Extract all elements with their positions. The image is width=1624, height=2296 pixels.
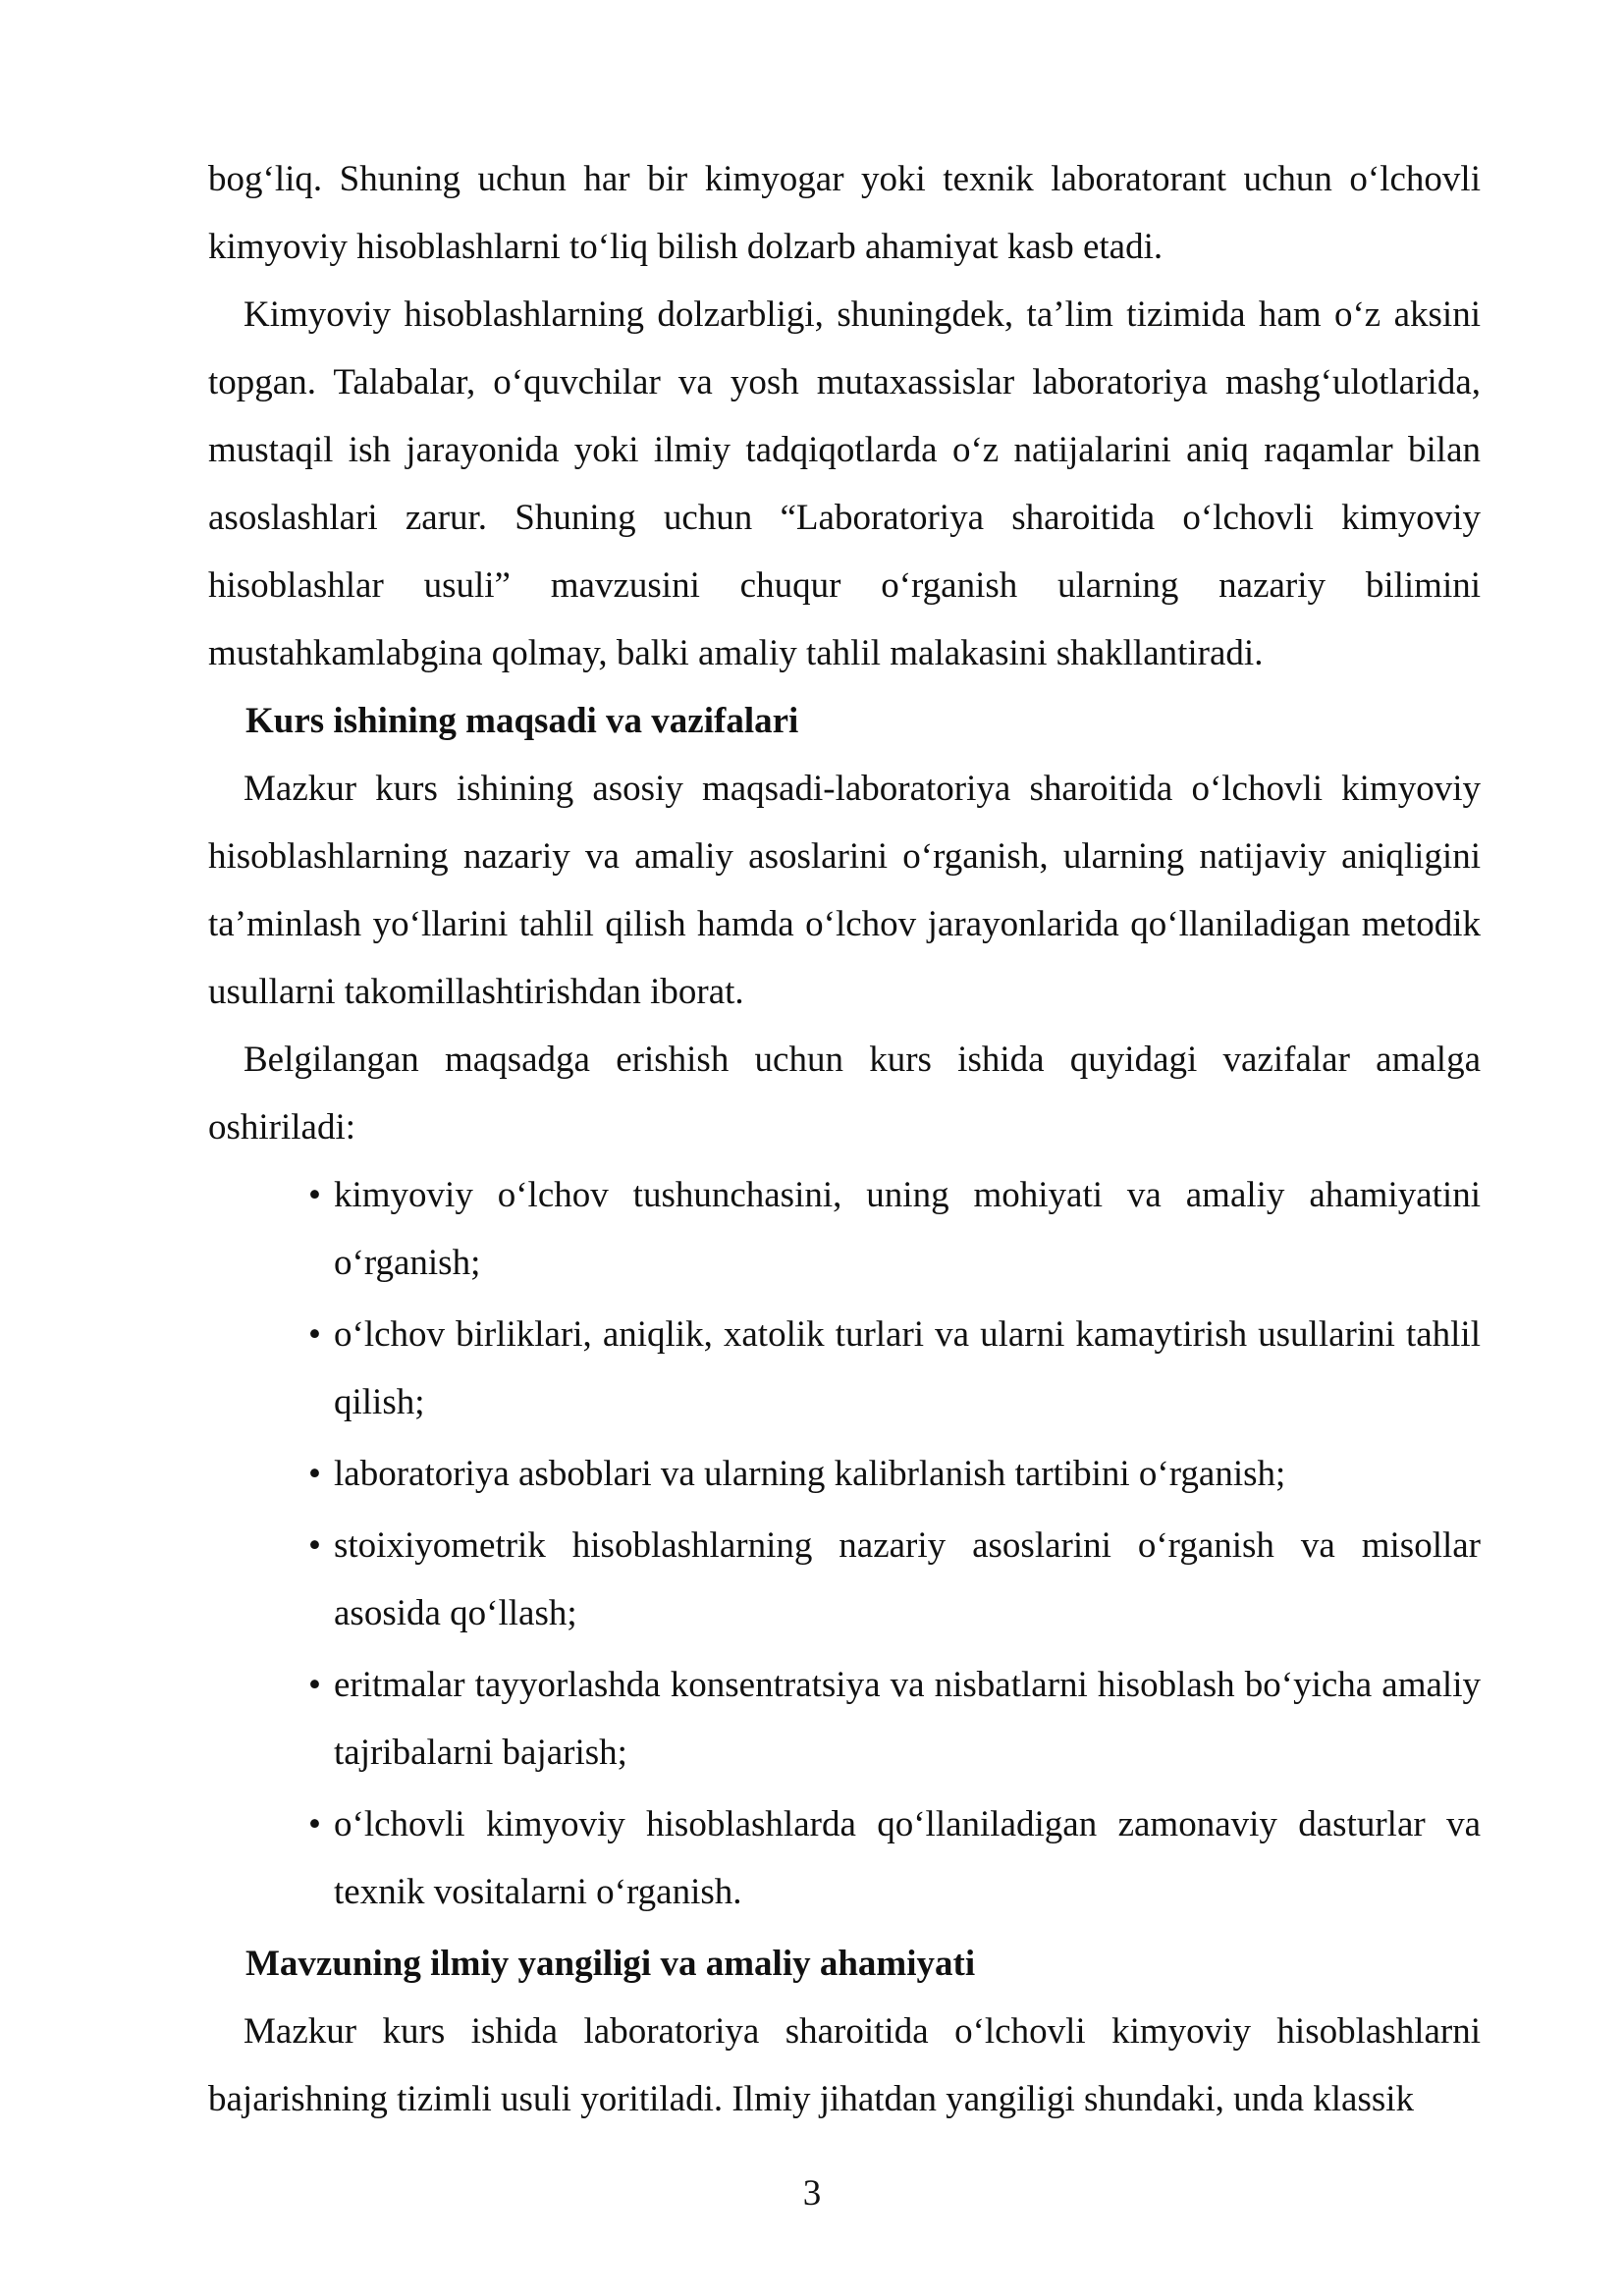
list-item-text: o‘lchov birliklari, aniqlik, xatolik turlari va ularni kamaytirish usullarini tahlil qilish; [334, 1314, 1481, 1422]
list-item [308, 1301, 1481, 1436]
bullet-icon: • [308, 1314, 321, 1355]
task-list [208, 1161, 1481, 1926]
list-item [308, 1790, 1481, 1926]
page-number: 3 [802, 2173, 822, 2214]
list-item [308, 1651, 1481, 1787]
list-item [308, 1512, 1481, 1647]
document-page [208, 145, 1481, 2133]
list-item-text: kimyoviy o‘lchov tushunchasini, uning mohiyati va amaliy ahamiyatini o‘rganish; [334, 1175, 1481, 1283]
section-heading-novelty: Mavzuning ilmiy yangiligi va amaliy ahamiyati [245, 1944, 976, 1984]
bullet-icon: • [308, 1804, 321, 1844]
list-item-text: laboratoriya asboblari va ularning kalibrlanish tartibini o‘rganish; [334, 1454, 1286, 1494]
bullet-icon: • [308, 1175, 321, 1215]
section-heading-goals: Kurs ishining maqsadi va vazifalari [245, 701, 799, 741]
list-item-text: o‘lchovli kimyoviy hisoblashlarda qo‘llaniladigan zamonaviy dasturlar va texnik vositalarni o‘rganish. [334, 1804, 1481, 1912]
bullet-icon: • [308, 1454, 321, 1494]
list-item-text: stoixiyometrik hisoblashlarning nazariy asoslarini o‘rganish va misollar asosida qo‘llash; [334, 1525, 1481, 1633]
bullet-icon: • [308, 1665, 321, 1705]
bullet-icon: • [308, 1525, 321, 1566]
paragraph-novelty: Mazkur kurs ishida laboratoriya sharoitida o‘lchovli kimyoviy hisoblashlarni bajarishning tizimli usuli yoritiladi. Ilmiy jihatdan yangiligi shundaki, unda klassik [208, 2011, 1481, 2119]
list-item-text: eritmalar tayyorlashda konsentratsiya va nisbatlarni hisoblash bo‘yicha amaliy tajribalarni bajarish; [334, 1665, 1481, 1773]
paragraph-relevance: Kimyoviy hisoblashlarning dolzarbligi, shuningdek, ta’lim tizimida ham o‘z aksini topgan. Talabalar, o‘quvchilar va yosh mutaxassislar laboratoriya mashg‘ulotlarida, mustaqil ish jarayonida yoki ilmiy tadqiqotlarda o‘z natijalarini aniq raqamlar bilan asoslashlari zarur. Shuning uchun “Laboratoriya sharoitida o‘lchovli kimyoviy hisoblashlar usuli” mavzusini chuqur o‘rganish ularning nazariy bilimini mustahkamlabgina qolmay, balki amaliy tahlil malakasini shakllantiradi. [208, 294, 1481, 673]
paragraph-goal: Mazkur kurs ishining asosiy maqsadi-laboratoriya sharoitida o‘lchovli kimyoviy hisoblashlarning nazariy va amaliy asoslarini o‘rganish, ularning natijaviy aniqligini ta’minlash yo‘llarini tahlil qilish hamda o‘lchov jarayonlarida qo‘llaniladigan metodik usullarni takomillashtirishdan iborat. [208, 769, 1481, 1012]
list-item [308, 1161, 1481, 1297]
paragraph-tasks-intro: Belgilangan maqsadga erishish uchun kurs ishida quyidagi vazifalar amalga oshiriladi: [208, 1040, 1481, 1148]
paragraph-continuation: bog‘liq. Shuning uchun har bir kimyogar yoki texnik laboratorant uchun o‘lchovli kimyoviy hisoblashlarni to‘liq bilish dolzarb ahamiyat kasb etadi. [208, 159, 1481, 267]
list-item [308, 1440, 1481, 1508]
